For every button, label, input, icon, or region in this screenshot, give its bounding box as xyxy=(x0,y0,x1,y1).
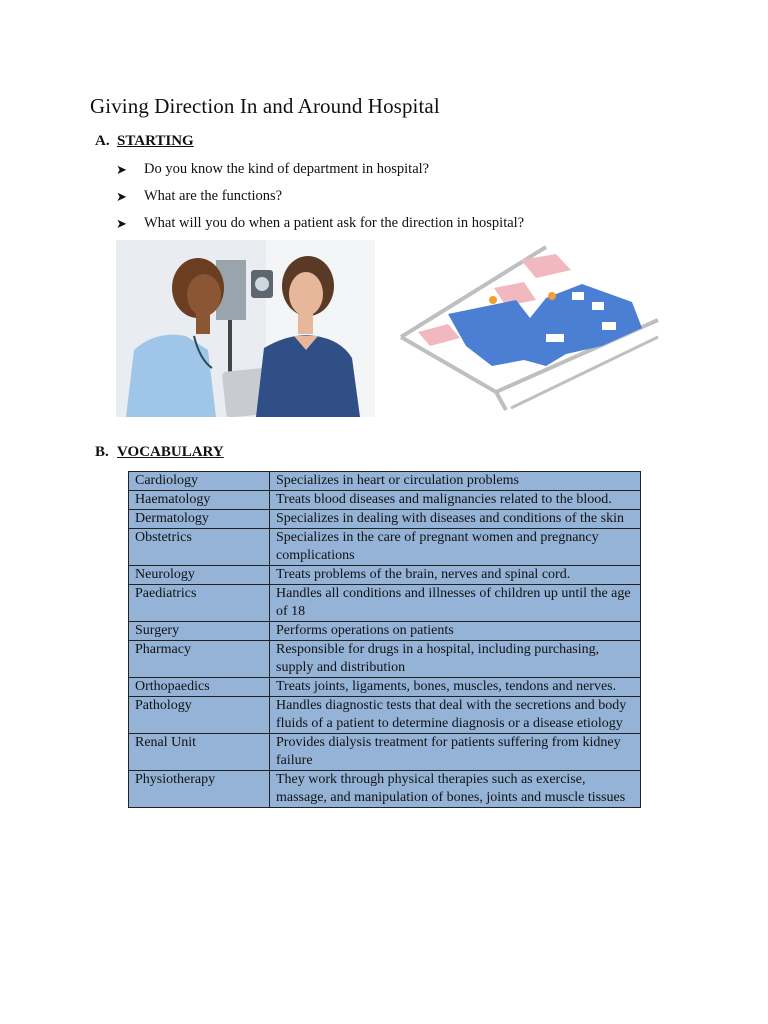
page-title: Giving Direction In and Around Hospital xyxy=(90,94,440,118)
table-row xyxy=(129,771,641,808)
question-item xyxy=(116,212,524,239)
definition-cell: Treats problems of the brain, nerves and spinal cord. xyxy=(270,566,641,585)
definition-cell: Responsible for drugs in a hospital, including purchasing, supply and distribution xyxy=(270,641,641,678)
definition-cell: Performs operations on patients xyxy=(270,622,641,641)
section-a-name: STARTING xyxy=(117,133,194,149)
question-text: Do you know the kind of department in hospital? xyxy=(144,161,430,177)
arrowhead-bullet-icon: ➤ xyxy=(116,216,127,231)
definition-cell: Handles diagnostic tests that deal with the secretions and body fluids of a patient to determine diagnosis or a disease etiology xyxy=(270,697,641,734)
question-text: What will you do when a patient ask for the direction in hospital? xyxy=(144,215,525,231)
term-cell: Obstetrics xyxy=(129,529,270,566)
definition-cell: Treats joints, ligaments, bones, muscles, tendons and nerves. xyxy=(270,678,641,697)
nurse-patient-photo xyxy=(116,240,375,417)
table-row xyxy=(129,491,641,510)
table-row xyxy=(129,697,641,734)
table-row xyxy=(129,678,641,697)
term-cell: Cardiology xyxy=(129,472,270,491)
term-cell: Orthopaedics xyxy=(129,678,270,697)
arrowhead-bullet-icon: ➤ xyxy=(116,162,127,177)
section-a-heading xyxy=(95,133,194,150)
term-cell: Neurology xyxy=(129,566,270,585)
table-row xyxy=(129,622,641,641)
term-cell: Pathology xyxy=(129,697,270,734)
term-cell: Renal Unit xyxy=(129,734,270,771)
section-b-heading xyxy=(95,444,224,461)
vocabulary-table xyxy=(128,471,641,808)
term-cell: Haematology xyxy=(129,491,270,510)
section-b-name: VOCABULARY xyxy=(117,444,224,460)
term-cell: Pharmacy xyxy=(129,641,270,678)
nurse-patient-illustration xyxy=(116,240,375,417)
question-item xyxy=(116,158,524,185)
table-row xyxy=(129,585,641,622)
definition-cell: Specializes in heart or circulation problems xyxy=(270,472,641,491)
section-a-letter: A. xyxy=(95,133,110,149)
question-text: What are the functions? xyxy=(144,188,283,204)
starting-questions xyxy=(116,158,524,239)
definition-cell: Treats blood diseases and malignancies related to the blood. xyxy=(270,491,641,510)
hospital-map-image xyxy=(396,242,664,414)
definition-cell: Specializes in the care of pregnant women and pregnancy complications xyxy=(270,529,641,566)
term-cell: Surgery xyxy=(129,622,270,641)
table-row xyxy=(129,734,641,771)
definition-cell: Specializes in dealing with diseases and conditions of the skin xyxy=(270,510,641,529)
table-row xyxy=(129,566,641,585)
table-row xyxy=(129,529,641,566)
question-item xyxy=(116,185,524,212)
definition-cell: Handles all conditions and illnesses of children up until the age of 18 xyxy=(270,585,641,622)
term-cell: Physiotherapy xyxy=(129,771,270,808)
term-cell: Dermatology xyxy=(129,510,270,529)
table-row xyxy=(129,641,641,678)
definition-cell: Provides dialysis treatment for patients suffering from kidney failure xyxy=(270,734,641,771)
table-row xyxy=(129,510,641,529)
hospital-map-illustration xyxy=(396,242,664,414)
table-row xyxy=(129,472,641,491)
definition-cell: They work through physical therapies such as exercise, massage, and manipulation of bones, joints and muscle tissues xyxy=(270,771,641,808)
arrowhead-bullet-icon: ➤ xyxy=(116,189,127,204)
section-b-letter: B. xyxy=(95,444,109,460)
term-cell: Paediatrics xyxy=(129,585,270,622)
